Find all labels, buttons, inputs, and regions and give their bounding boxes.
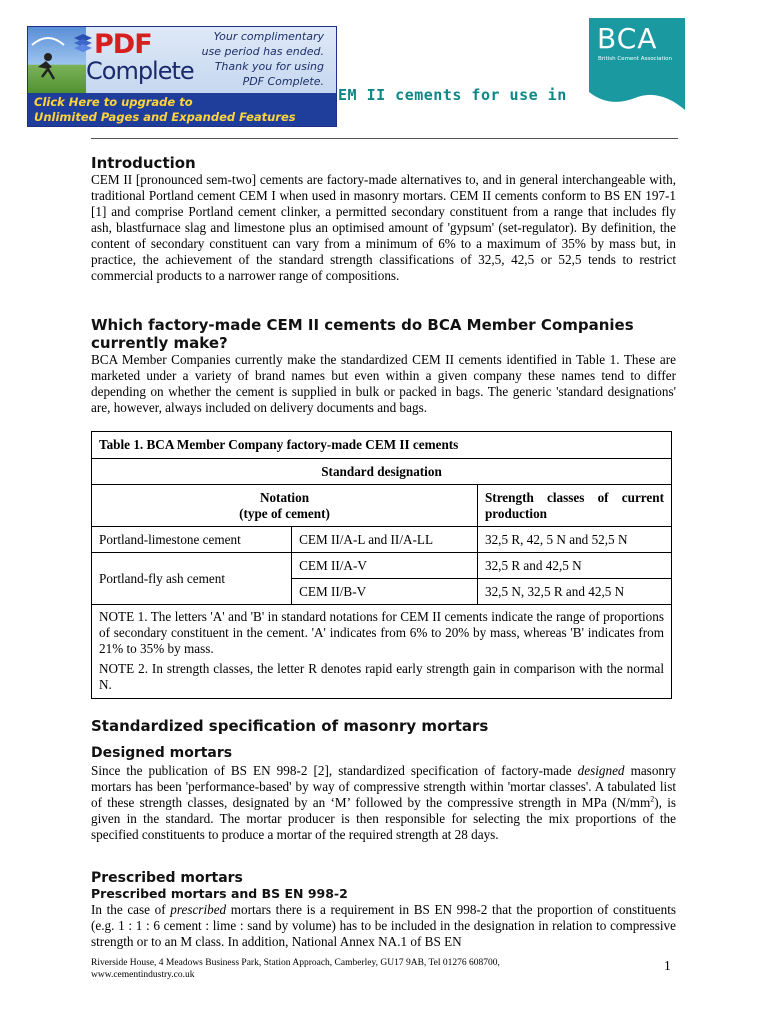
intro-heading: Introduction (91, 154, 196, 172)
footer (91, 957, 571, 981)
header-divider (91, 138, 678, 139)
which-paragraph: BCA Member Companies currently make the standardized CEM II cements identified in Table 1. These are marketed under a variety of brand names but even within a given company these names tend to differ depending on whether the cement is supplied in bulk or packed in bags. The generic 'standard designations' are, however, always included on delivery documents and bags. (91, 352, 676, 415)
table-group-header: Standard designation (92, 459, 672, 485)
table-row: Portland-limestone cement CEM II/A-L and II/A-LL 32,5 R, 42, 5 N and 52,5 N (92, 527, 672, 553)
ad-logo-pdf: PDF (94, 29, 152, 60)
table-note-2: NOTE 2. In strength classes, the letter R denotes rapid early strength gain in comparison with the normal N. (99, 661, 664, 692)
table-row: CEM II/B-V 32,5 N, 32,5 R and 42,5 N (92, 579, 672, 605)
which-heading: Which factory-made CEM II cements do BCA Member Companies currently make? (91, 316, 634, 352)
bca-logo-subtitle: British Cement Association (598, 56, 673, 62)
designed-paragraph: Since the publication of BS EN 998-2 [2], standardized specification of factory-made designed masonry mortars has been 'performance-based' by way of compressive strength within 'mortar classes'. A tabulated list of these strength classes, designated by an ‘M’ followed by the compressive strength in MPa $(N/mm^2)$, is given in the standard. The mortar producer is then responsible for selecting the mix proportions of the specified constituents to produce a mortar of the required strength at 28 days. (91, 763, 677, 842)
ad-logo-complete: Complete (86, 57, 194, 85)
table-row: Portland-fly ash cement CEM II/A-V 32,5 R and 42,5 N (92, 553, 672, 579)
table-caption: Table 1. BCA Member Company factory-made CEM II cements (92, 432, 672, 459)
spec-heading: Standardized specification of masonry mortars (91, 717, 489, 735)
footer-address: Riverside House, 4 Meadows Business Park, Station Approach, Camberley, GU17 9AB, Tel 01276 608700, (91, 958, 500, 968)
cement-table (91, 431, 672, 605)
prescribed-heading: Prescribed mortars (91, 870, 243, 886)
page-number: 1 (664, 958, 671, 973)
table-col-strength: Strength classes of current production (477, 485, 671, 527)
designed-heading: Designed mortars (91, 745, 233, 761)
document-title: EM II cements for use in (338, 86, 567, 104)
pdf-stack-icon (72, 32, 94, 54)
table-col-notation: Notation (type of cement) (92, 485, 478, 527)
table-note-1: NOTE 1. The letters 'A' and 'B' in standard notations for CEM II cements indicate the range of proportions of secondary constituent in the cement. 'A' indicates from 6% to 20% by mass, whereas 'B' indicates from 21% to 35% by mass. (99, 609, 664, 656)
prescribed-subheading: Prescribed mortars and BS EN 998-2 (91, 886, 348, 901)
table-notes (91, 605, 672, 699)
prescribed-paragraph: In the case of prescribed mortars there is a requirement in BS EN 998-2 that the proportion of constituents (e.g. 1 : 1 : 6 cement : lime : sand by volume) has to be included in the designation in relation to compressive strength or to an M class. In addition, National Annex NA.1 of BS EN (91, 902, 677, 949)
bca-logo-text: BCA (597, 22, 658, 55)
ad-message: Your complimentary use period has ended. Thank you for using PDF Complete. (201, 30, 324, 88)
footer-website[interactable]: www.cementindustry.co.uk (91, 970, 195, 980)
intro-paragraph: CEM II [pronounced sem-two] cements are factory-made alternatives to, and in general interchangeable with, traditional Portland cement CEM I when used in masonry mortars. CEM II cements conform to BS EN 197-1 [1] and comprise Portland cement clinker, a permitted secondary constituent from a range that includes fly ash, blastfurnace slag and limestone plus an optimised amount of 'gypsum' (set-regulator). By definition, the content of secondary constituent can vary from a minimum of 6% to a maximum of 35% by mass but, in practice, the achievement of the standard strength classifications of 32,5, 42,5 or 52,5 tends to restrict commercial products to a narrower range of compositions. (91, 172, 676, 283)
upgrade-ad-banner[interactable] (27, 26, 337, 127)
bca-logo (589, 18, 685, 110)
upgrade-link[interactable]: Click Here to upgrade to Unlimited Pages and Expanded Features (28, 93, 336, 127)
